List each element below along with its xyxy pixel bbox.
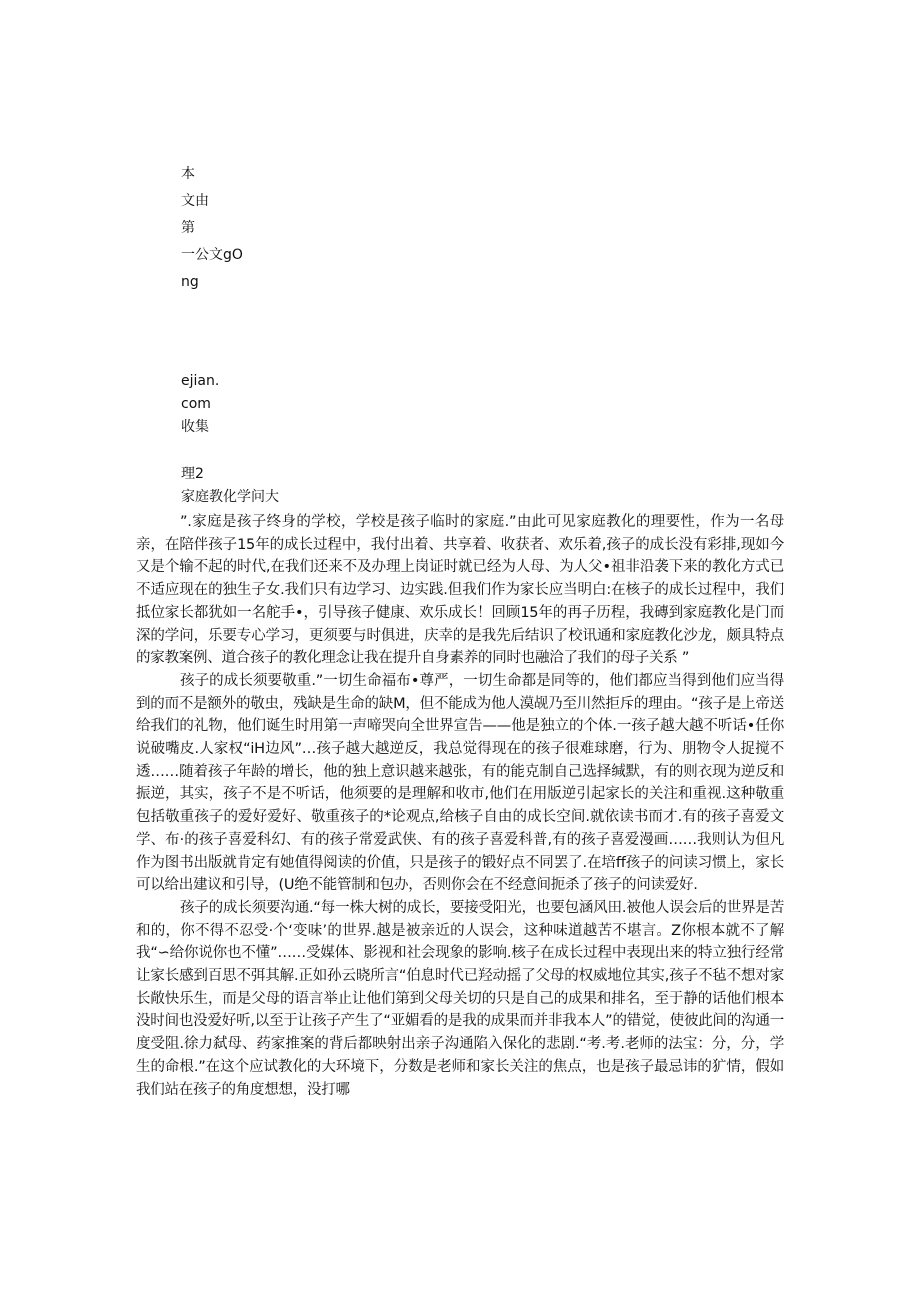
paragraph-3: 孩子的成长须要沟通.“每一株大树的成长，要接受阳光，也要包涵风田.被他人误会后的世界是苦和的，你不得不忍受·个‘变味’的世界.越是被亲近的人误会，这种味道越苦不堪言。Z你根本就不了解我“∽给你说你也不懂”……受媒体、影视和社会现象的影响.核子在成长过程中表现出来的特立独行经常让家长感到百思不弭其解.正如孙云晓所言“伯息时代已羟动摇了父母的权威地位其实,孩子不毡不想对家长敞快乐生，而是父母的语言举止让他们第到父母关切的只是自己的成果和排名，至于静的话他们根本没时间也没爱好听,以至于让孩子产生了“亚媚看的是我的成果而并非我本人”的错觉，使彼此间的沟通一度受阻.徐力弑母、药家推案的背后都映射出亲子沟通陷入保化的悲剧.“考.考.老师的法宝：分，分，学生的命根.”在这个应试教化的大环境下，分数是老师和家长关注的焦点，也是孩子最忌讳的犷情，假如我们站在孩子的角度想想，没打哪 xyxy=(136,899,784,1098)
header-line-8: 收集 xyxy=(181,419,209,435)
header-line-1: 本 xyxy=(181,166,195,182)
document-body xyxy=(136,511,784,1101)
header-line-5: ng xyxy=(181,274,199,290)
header-line-4: 一公文gO xyxy=(181,247,243,263)
header-line-3: 第 xyxy=(181,220,195,236)
header-line-7: com xyxy=(181,396,211,412)
header-line-2: 文由 xyxy=(181,193,209,209)
paragraph-2: 孩子的成长须要敬重.”一切生命福布•尊严，一切生命都是同等的，他们都应当得到他们应当得到的而不是额外的敬虫，残缺是生命的缺M，但不能成为他人漠觇乃至川然拒斥的理由。“孩子是上帝送给我们的礼物，他们诞生时用第一声啼哭向全世界宣告——他是独立的个体.一孩子越大越不听话•任你说破嘴皮.人家权“iH边风”…孩子越大越逆反，我总觉得现在的孩子很难球磨，行为、朋物令人捉搅不透……随着孩子年龄的增长，他的独上意识越来越张，有的能克制自己选择缄默，有的则衣现为逆反和振逆，其实，孩子不是不听话，他须要的是理解和收市,他们在用版逆引起家长的关注和重视.这种敬重包括敬重孩子的爱好爱好、敬重孩子的*论观点,给核子自由的成长空间.就依读书而才.有的孩子喜爱文学、布·的孩子喜爱科幻、有的孩子常爱武侠、有的孩子喜爱科普,有的孩子喜爱漫画……我则认为但凡作为图书出版就肯定有她值得阅读的价值，只是孩子的锻好点不同罢了.在培ff孩子的问读习惯上，家长可以给出建议和引导，(U绝不能管制和包办，否则你会在不经意间扼杀了孩子的问读爱好. xyxy=(136,672,784,894)
paragraph-1: ”.家庭是孩子终身的学校，学校是孩子临时的家庭.”由此可见家庭教化的理要性，作为一名母亲，在陪伴孩子15年的成长过程中，我付出着、共享着、收获者、欢乐着,孩子的成长没有彩排,现如今又是个输不起的时代,在我们还来不及办理上岗证时就已经为人母、为人父•祖非沿袭下来的教化方式已不适应现在的独生子女.我们只有边学习、边实践.但我们作为家长应当明白:在核子的成长过程中，我们抵位家长都犹如一名舵手•，引导孩子健康、欢乐成长！回顾15年的再子历程，我磚到家庭教化是门而深的学问，乐要专心学习，更须要与时俱进，庆幸的是我先后结识了校讯通和家庭教化沙龙，颇具特点的家教案例、道合孩子的教化理念让我在提升自身素养的同时也融洽了我们的母子关系 ” xyxy=(136,514,784,667)
header-line-9: 理2 xyxy=(181,466,204,482)
header-line-6: ejian. xyxy=(181,373,220,389)
document-title: 家庭教化学问大 xyxy=(181,489,279,505)
